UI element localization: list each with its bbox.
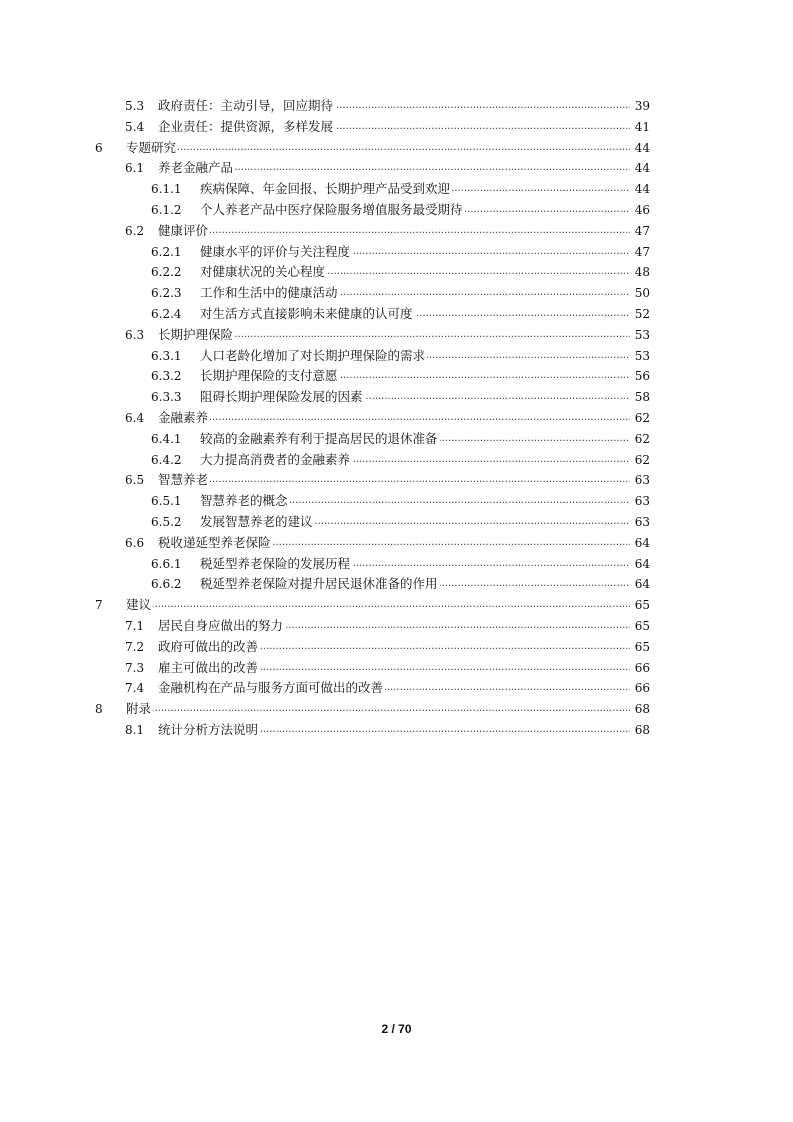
toc-entry-title: 雇主可做出的改善 [158, 658, 260, 679]
toc-entry-title: 企业责任：提供资源，多样发展 [158, 117, 335, 138]
toc-entry[interactable] [90, 138, 650, 159]
toc-entry[interactable] [90, 554, 650, 575]
toc-entry-page: 65 [630, 616, 650, 637]
toc-entry-title: 税延型养老保险对提升居民退休准备的作用 [200, 574, 440, 595]
toc-entry-number: 6.2.3 [151, 286, 182, 301]
toc-entry-number: 7.2 [125, 639, 145, 654]
toc-entry-page: 64 [630, 554, 650, 575]
toc-entry-page: 64 [630, 533, 650, 554]
toc-entry[interactable] [90, 491, 650, 512]
toc-entry-title: 个人养老产品中医疗保险服务增值服务最受期待 [200, 200, 465, 221]
toc-entry-number: 7.3 [125, 660, 145, 675]
toc-entry-page: 63 [630, 491, 650, 512]
toc-entry[interactable] [90, 616, 650, 637]
toc-entry[interactable] [90, 678, 650, 699]
toc-leader-dots [126, 699, 630, 720]
toc-entry-number: 6.4 [125, 410, 145, 425]
toc-entry-page: 65 [630, 637, 650, 658]
toc-entry-number: 6.6 [125, 535, 145, 550]
toc-leader-dots [126, 138, 630, 159]
toc-entry-title: 建议 [126, 595, 153, 616]
toc-entry-page: 66 [630, 678, 650, 699]
page-number: 2 / 70 [381, 1022, 412, 1036]
toc-entry[interactable] [90, 117, 650, 138]
toc-entry-page: 53 [630, 325, 650, 346]
toc-entry-page: 62 [630, 450, 650, 471]
toc-entry-page: 44 [630, 138, 650, 159]
toc-entry[interactable] [90, 595, 650, 616]
toc-entry[interactable] [90, 200, 650, 221]
toc-entry[interactable] [90, 96, 650, 117]
toc-entry-title: 统计分析方法说明 [158, 720, 260, 741]
toc-entry-page: 48 [630, 262, 650, 283]
toc-entry-number: 6 [95, 140, 103, 155]
toc-entry[interactable] [90, 387, 650, 408]
toc-entry-page: 62 [630, 408, 650, 429]
toc-entry-title: 金融机构在产品与服务方面可做出的改善 [158, 678, 385, 699]
toc-entry-number: 5.4 [125, 119, 145, 134]
toc-entry[interactable] [90, 179, 650, 200]
toc-leader-dots [158, 221, 630, 242]
toc-entry-page: 68 [630, 720, 650, 741]
toc-entry-title: 税延型养老保险的发展历程 [200, 554, 352, 575]
toc-entry[interactable] [90, 450, 650, 471]
toc-entry-page: 68 [630, 699, 650, 720]
toc-entry[interactable] [90, 221, 650, 242]
toc-entry[interactable] [90, 325, 650, 346]
toc-entry[interactable] [90, 658, 650, 679]
toc-entry-page: 65 [630, 595, 650, 616]
toc-entry-page: 64 [630, 574, 650, 595]
toc-leader-dots [158, 470, 630, 491]
toc-entry-title: 智慧养老 [158, 470, 210, 491]
toc-leader-dots [126, 595, 630, 616]
toc-entry-title: 政府可做出的改善 [158, 637, 260, 658]
toc-entry-page: 63 [630, 470, 650, 491]
toc-entry-number: 6.5.1 [151, 494, 182, 509]
toc-entry-page: 50 [630, 283, 650, 304]
toc-entry[interactable] [90, 158, 650, 179]
toc-entry-number: 6.4.2 [151, 452, 182, 467]
toc-entry[interactable] [90, 574, 650, 595]
toc-entry-number: 6.3.2 [151, 369, 182, 384]
toc-entry[interactable] [90, 720, 650, 741]
toc-entry-title: 工作和生活中的健康活动 [200, 283, 340, 304]
toc-entry-title: 健康水平的评价与关注程度 [200, 242, 352, 263]
toc-entry-title: 智慧养老的概念 [200, 491, 290, 512]
toc-entry-number: 6.3 [125, 327, 145, 342]
toc-entry-number: 6.1.1 [151, 182, 182, 197]
toc-entry-title: 专题研究 [126, 138, 178, 159]
toc-entry[interactable] [90, 304, 650, 325]
toc-entry[interactable] [90, 346, 650, 367]
toc-entry-number: 6.2.4 [151, 306, 182, 321]
toc-entry-number: 6.2.2 [151, 265, 182, 280]
toc-entry-page: 63 [630, 512, 650, 533]
toc-entry-title: 居民自身应做出的努力 [158, 616, 285, 637]
toc-entry-number: 6.6.2 [151, 577, 182, 592]
toc-entry[interactable] [90, 429, 650, 450]
toc-entry-number: 6.4.1 [151, 431, 182, 446]
toc-entry-page: 41 [630, 117, 650, 138]
toc-entry-title: 对生活方式直接影响未来健康的认可度 [200, 304, 415, 325]
toc-entry-number: 8.1 [125, 722, 145, 737]
toc-entry[interactable] [90, 533, 650, 554]
toc-entry-page: 47 [630, 242, 650, 263]
toc-entry[interactable] [90, 242, 650, 263]
toc-entry-title: 税收递延型养老保险 [158, 533, 273, 554]
toc-entry-number: 7.1 [125, 618, 145, 633]
toc-entry-number: 6.5.2 [151, 514, 182, 529]
toc-entry-title: 长期护理保险 [158, 325, 235, 346]
toc-entry-number: 8 [95, 702, 103, 717]
toc-entry-number: 6.6.1 [151, 556, 182, 571]
toc-entry-page: 53 [630, 346, 650, 367]
toc-entry-number: 7.4 [125, 681, 145, 696]
toc-entry-number: 6.1 [125, 161, 145, 176]
toc-entry[interactable] [90, 283, 650, 304]
toc-entry-number: 6.3.1 [151, 348, 182, 363]
toc-entry-page: 56 [630, 366, 650, 387]
toc-entry-number: 6.3.3 [151, 390, 182, 405]
toc-entry[interactable] [90, 408, 650, 429]
toc-entry-title: 养老金融产品 [158, 158, 235, 179]
toc-entry[interactable] [90, 262, 650, 283]
toc-entry-page: 39 [630, 96, 650, 117]
table-of-contents [90, 96, 650, 741]
toc-entry[interactable] [90, 366, 650, 387]
toc-entry-page: 46 [630, 200, 650, 221]
toc-entry-number: 6.2.1 [151, 244, 182, 259]
toc-entry[interactable] [90, 470, 650, 491]
toc-entry[interactable] [90, 699, 650, 720]
toc-entry-title: 大力提高消费者的金融素养 [200, 450, 352, 471]
toc-entry[interactable] [90, 637, 650, 658]
toc-entry-title: 政府责任：主动引导，回应期待 [158, 96, 335, 117]
toc-entry-title: 金融素养 [158, 408, 210, 429]
toc-entry-page: 58 [630, 387, 650, 408]
toc-entry-page: 44 [630, 179, 650, 200]
toc-entry-title: 附录 [126, 699, 153, 720]
toc-entry-title: 疾病保障、年金回报、长期护理产品受到欢迎 [200, 179, 452, 200]
toc-entry[interactable] [90, 512, 650, 533]
toc-entry-title: 长期护理保险的支付意愿 [200, 366, 340, 387]
toc-entry-title: 健康评价 [158, 221, 210, 242]
toc-entry-number: 5.3 [125, 99, 145, 113]
toc-entry-number: 6.5 [125, 473, 145, 488]
toc-entry-page: 52 [630, 304, 650, 325]
toc-entry-title: 对健康状况的关心程度 [200, 262, 327, 283]
toc-entry-page: 62 [630, 429, 650, 450]
toc-entry-title: 较高的金融素养有利于提高居民的退休准备 [200, 429, 440, 450]
toc-entry-number: 6.2 [125, 223, 145, 238]
toc-entry-title: 人口老龄化增加了对长期护理保险的需求 [200, 346, 427, 367]
toc-entry-page: 66 [630, 658, 650, 679]
toc-entry-number: 6.1.2 [151, 202, 182, 217]
toc-entry-page: 47 [630, 221, 650, 242]
toc-entry-number: 7 [95, 598, 103, 613]
toc-entry-title: 阻碍长期护理保险发展的因素 [200, 387, 365, 408]
toc-entry-page: 44 [630, 158, 650, 179]
toc-leader-dots [158, 408, 630, 429]
toc-entry-title: 发展智慧养老的建议 [200, 512, 315, 533]
